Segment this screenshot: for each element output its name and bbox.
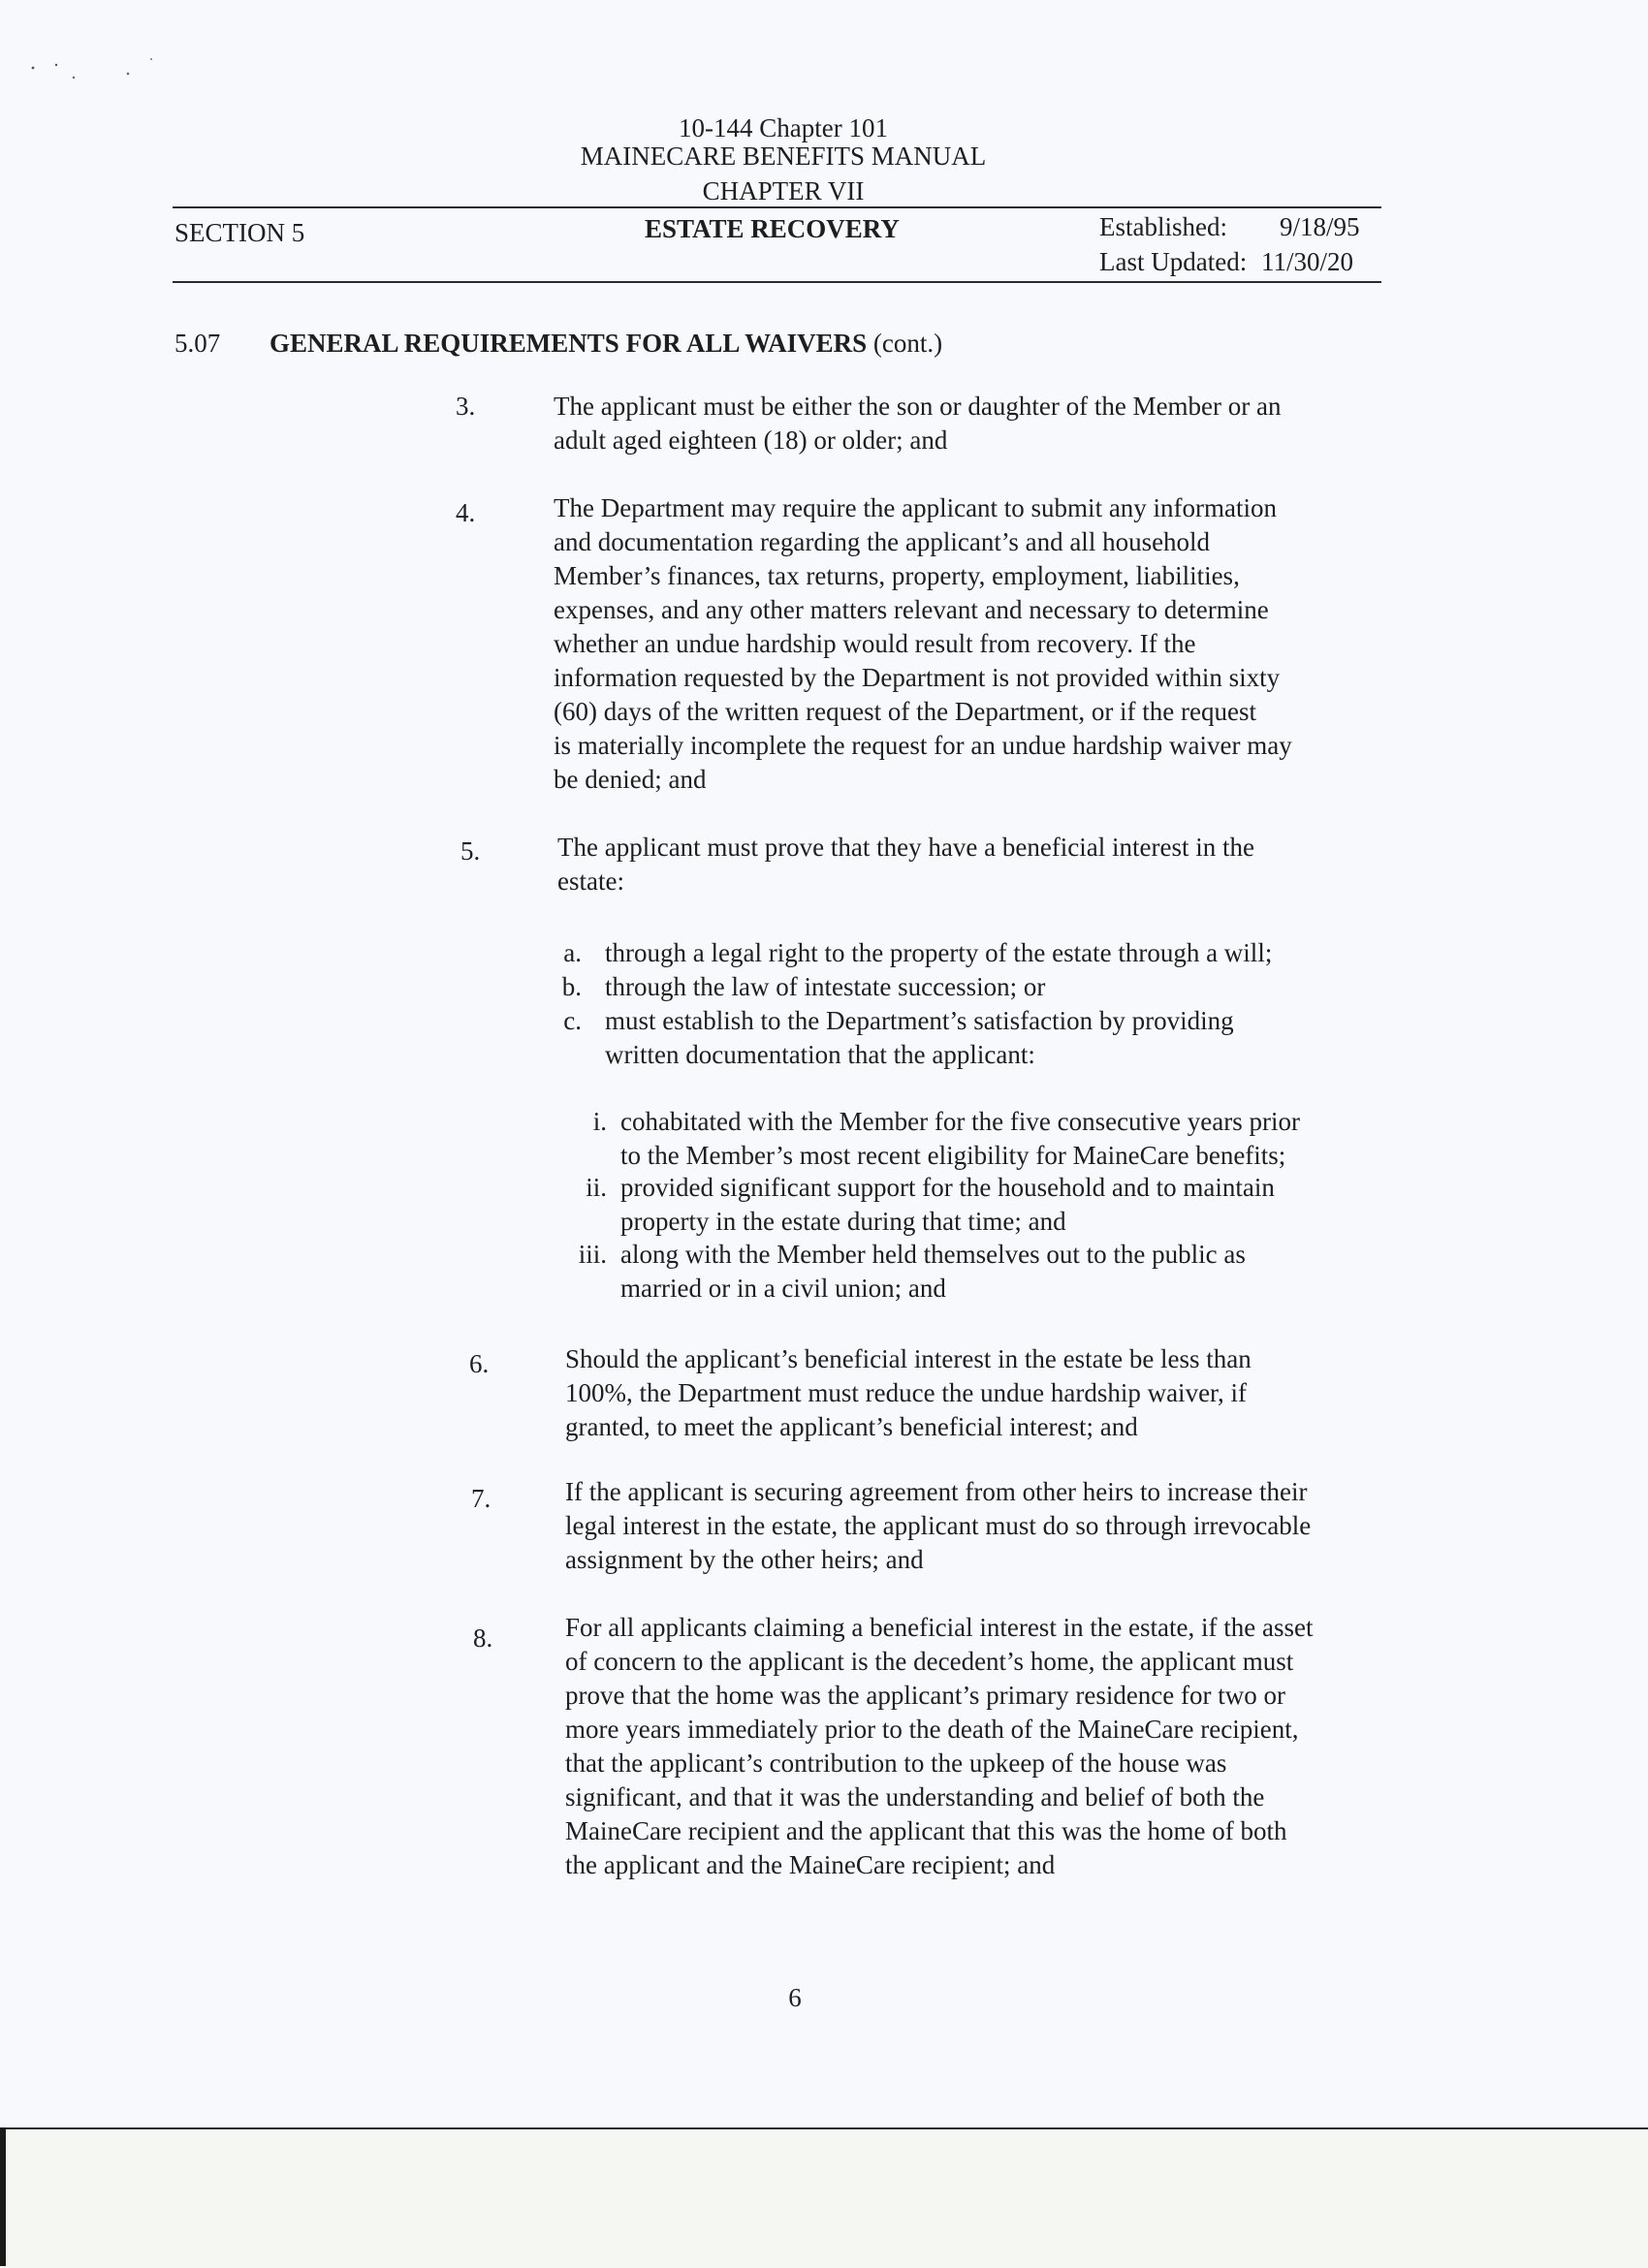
item-line: be denied; and	[554, 765, 707, 794]
header-bottom-rule	[173, 281, 1381, 283]
section-heading	[269, 329, 942, 359]
section-number: 5.07	[174, 329, 221, 358]
subsubitem-line: provided significant support for the household and to maintain	[620, 1173, 1275, 1202]
item-line: prove that the home was the applicant’s primary residence for two or	[565, 1681, 1286, 1710]
item-line: more years immediately prior to the death of the MaineCare recipient,	[565, 1715, 1299, 1744]
scanner-bed-strip	[0, 2127, 1648, 2268]
header-section-title: ESTATE RECOVERY	[645, 214, 900, 243]
header-established-date: 9/18/95	[1280, 212, 1360, 241]
item-number: 6.	[469, 1349, 490, 1378]
item-line: The applicant must be either the son or daughter of the Member or an	[554, 392, 1282, 421]
item-text	[557, 831, 1254, 898]
item-line: For all applicants claiming a beneficial interest in the estate, if the asset	[565, 1613, 1314, 1642]
item-line: legal interest in the estate, the applicant must do so through irrevocable	[565, 1511, 1312, 1540]
subsubitem-text	[620, 1171, 1275, 1239]
item-line: and documentation regarding the applicant’s and all household	[554, 527, 1211, 556]
header-established-label: Established:	[1099, 212, 1227, 241]
header-updated-label: Last Updated:	[1099, 247, 1248, 276]
item-line: The applicant must prove that they have a beneficial interest in the	[557, 833, 1254, 862]
subsubitem-label: ii.	[586, 1173, 607, 1202]
item-line: If the applicant is securing agreement from other heirs to increase their	[565, 1477, 1308, 1506]
subitem-text	[605, 970, 1045, 1004]
item-line: 100%, the Department must reduce the undue hardship waiver, if	[565, 1378, 1247, 1407]
subitem-text	[605, 936, 1272, 970]
page-number: 6	[788, 1983, 802, 2012]
header-manual-title: MAINECARE BENEFITS MANUAL	[580, 142, 987, 171]
item-text	[554, 491, 1292, 797]
scan-specks	[19, 56, 155, 85]
subsubitem-line: married or in a civil union; and	[620, 1274, 946, 1303]
item-number: 5.	[460, 836, 481, 866]
item-line: of concern to the applicant is the decedent’s home, the applicant must	[565, 1647, 1294, 1676]
item-line: information requested by the Department is not provided within sixty	[554, 663, 1281, 692]
item-number: 4.	[456, 498, 476, 527]
item-line: adult aged eighteen (18) or older; and	[554, 425, 948, 455]
subitem-label: a.	[563, 938, 582, 967]
subitem-line: written documentation that the applicant:	[605, 1040, 1035, 1069]
subsubitem-label: iii.	[578, 1240, 607, 1269]
item-number: 7.	[471, 1484, 491, 1513]
header-chapter-title: CHAPTER VII	[702, 176, 865, 205]
item-line: (60) days of the written request of the Department, or if the request	[554, 697, 1257, 726]
item-line: MaineCare recipient and the applicant that this was the home of both	[565, 1816, 1287, 1845]
item-line: granted, to meet the applicant’s beneficial interest; and	[565, 1412, 1138, 1441]
item-line: assignment by the other heirs; and	[565, 1545, 924, 1574]
subsubitem-line: property in the estate during that time; and	[620, 1207, 1066, 1236]
item-text	[565, 1475, 1311, 1577]
subsubitem-line: cohabitated with the Member for the five consecutive years prior	[620, 1107, 1300, 1136]
scanner-edge	[0, 2127, 6, 2266]
item-line: the applicant and the MaineCare recipient; and	[565, 1850, 1056, 1879]
subitem-line: through the law of intestate succession; or	[605, 972, 1046, 1001]
item-line: expenses, and any other matters relevant and necessary to determine	[554, 595, 1269, 624]
header-top-rule	[173, 206, 1381, 208]
item-line: significant, and that it was the understanding and belief of both the	[565, 1782, 1265, 1811]
item-line: The Department may require the applicant to submit any information	[554, 493, 1278, 522]
header-section: SECTION 5	[174, 218, 305, 247]
subsubitem-text	[620, 1238, 1246, 1306]
item-line: Should the applicant’s beneficial interest in the estate be less than	[565, 1344, 1252, 1373]
item-line: estate:	[557, 866, 624, 896]
subitem-line: must establish to the Department’s satisfaction by providing	[605, 1006, 1234, 1035]
subitem-line: through a legal right to the property of the estate through a will;	[605, 938, 1273, 967]
header-chapter-code: 10-144 Chapter 101	[679, 113, 888, 142]
item-text	[565, 1611, 1313, 1882]
subsubitem-label: i.	[592, 1107, 607, 1136]
item-number: 3.	[456, 392, 476, 421]
subitem-label: c.	[563, 1006, 582, 1035]
item-line: is materially incomplete the request for an undue hardship waiver may	[554, 731, 1292, 760]
item-line: whether an undue hardship would result from recovery. If the	[554, 629, 1196, 658]
subitem-text	[605, 1004, 1234, 1072]
section-cont: (cont.)	[872, 329, 943, 358]
item-text	[554, 390, 1282, 457]
item-text	[565, 1342, 1252, 1444]
item-number: 8.	[473, 1623, 493, 1653]
subsubitem-text	[620, 1105, 1300, 1173]
item-line: Member’s finances, tax returns, property, employment, liabilities,	[554, 561, 1240, 590]
header-updated-date: 11/30/20	[1261, 247, 1354, 276]
section-title: GENERAL REQUIREMENTS FOR ALL WAIVERS	[269, 329, 868, 358]
subitem-label: b.	[561, 972, 582, 1001]
subsubitem-line: to the Member’s most recent eligibility for MaineCare benefits;	[620, 1141, 1286, 1170]
item-line: that the applicant’s contribution to the upkeep of the house was	[565, 1748, 1227, 1778]
subsubitem-line: along with the Member held themselves out to the public as	[620, 1240, 1246, 1269]
